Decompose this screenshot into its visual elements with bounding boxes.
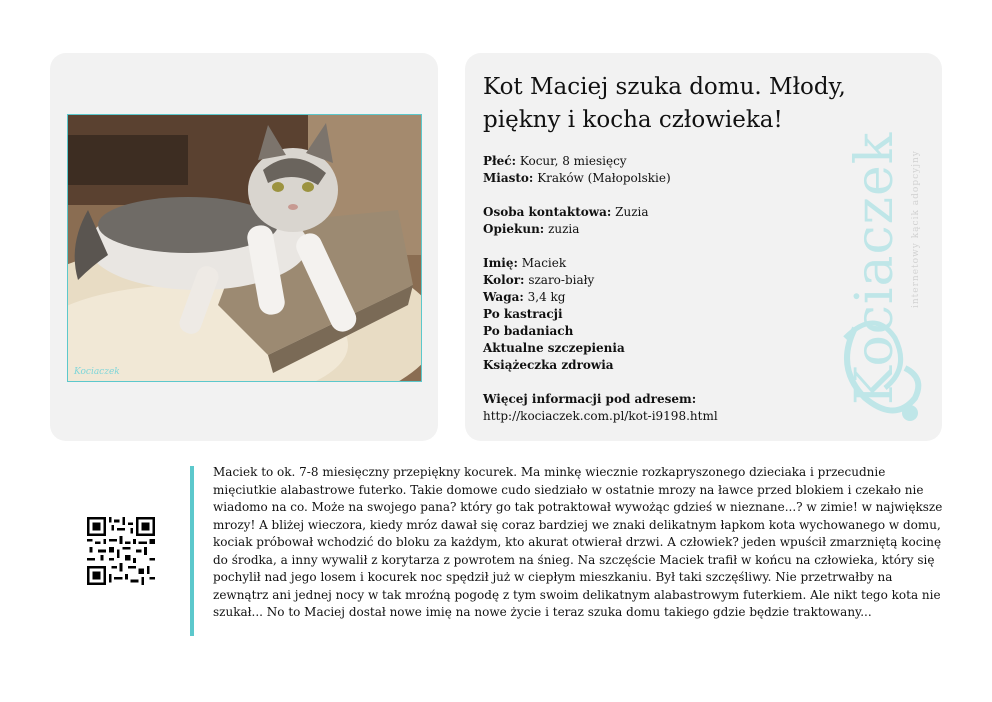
sex-label: Płeć: (483, 154, 517, 168)
qr-code (87, 517, 155, 585)
photo-watermark: Kociaczek (74, 367, 120, 377)
flag-health-book: Książeczka zdrowia (483, 358, 614, 372)
sex-row (483, 153, 843, 170)
cat-photo (67, 114, 422, 382)
listing-facts (483, 153, 843, 425)
color-label: Kolor: (483, 273, 525, 287)
name-value: Maciek (521, 256, 567, 270)
info-card (465, 53, 942, 441)
brand-tagline: internetowy kącik adopcyjny (911, 150, 921, 308)
description-divider (190, 466, 194, 636)
photo-card (50, 53, 438, 441)
flag-examined: Po badaniach (483, 324, 574, 338)
more-info-label: Więcej informacji pod adresem: (483, 392, 697, 406)
flag-vaccinated: Aktualne szczepienia (483, 341, 625, 355)
name-label: Imię: (483, 256, 518, 270)
brand-logo-text: Kociaczek (845, 131, 905, 405)
city-row (483, 170, 843, 187)
description-text: Maciek to ok. 7-8 miesięczny przepiękny kocurek. Ma minkę wiecznie rozkapryszonego dzieciaka i przecudnie mięciutkie alabastrowe futerko. Takie domowe cudo siedziało w ostatnie mrozy na ławce przed blokiem i czekało nie wiadomo na co. Może na swojego pana? który go tak potraktował wywożąc gdzieś w nieznane...? w zimie! w największe mrozy! A bliżej wieczora, kiedy mróz dawał się coraz bardziej we znaki delikatnym łapkom kota wychowanego w domu, kociak próbował wchodzić do bloku za każdym, kto akurat otwierał drzwi. A człowiek? jeden wpuścił zmarzniętą kocinę do środka, a inny wywalił z korytarza z powrotem na śnieg. Na szczęście Maciek trafił w końcu na człowieka, który się pochylił nad jego losem i kocurek noc spędził już w ciepłym mieszkaniu. Był taki szczęśliwy. Nie przetrwałby na zewnątrz ani jednej nocy w tak mroźną pogodę z tym swoim delikatnym alabastrowym futerkiem. Ale nikt tego kota nie szukał... No to Maciej dostał nowe imię na nowe życie i teraz szuka domu takiego gdzie będzie traktowany... (213, 465, 943, 619)
caretaker-label: Opiekun: (483, 222, 545, 236)
weight-label: Waga: (483, 290, 524, 304)
flag-neutered: Po kastracji (483, 307, 563, 321)
more-info-url[interactable]: http://kociaczek.com.pl/kot-i9198.html (483, 409, 718, 423)
city-value: Kraków (Małopolskie) (537, 171, 671, 185)
listing-title: Kot Maciej szuka domu. Młody, piękny i kocha człowieka! (483, 74, 846, 133)
color-row (483, 272, 843, 289)
weight-row (483, 289, 843, 306)
city-label: Miasto: (483, 171, 534, 185)
weight-value: 3,4 kg (527, 290, 566, 304)
contact-label: Osoba kontaktowa: (483, 205, 612, 219)
contact-row (483, 204, 843, 221)
color-value: szaro-biały (528, 273, 595, 287)
caretaker-row (483, 221, 843, 238)
sex-value: Kocur, 8 miesięcy (519, 154, 627, 168)
name-row (483, 255, 843, 272)
contact-value: Zuzia (615, 205, 649, 219)
caretaker-value: zuzia (548, 222, 580, 236)
